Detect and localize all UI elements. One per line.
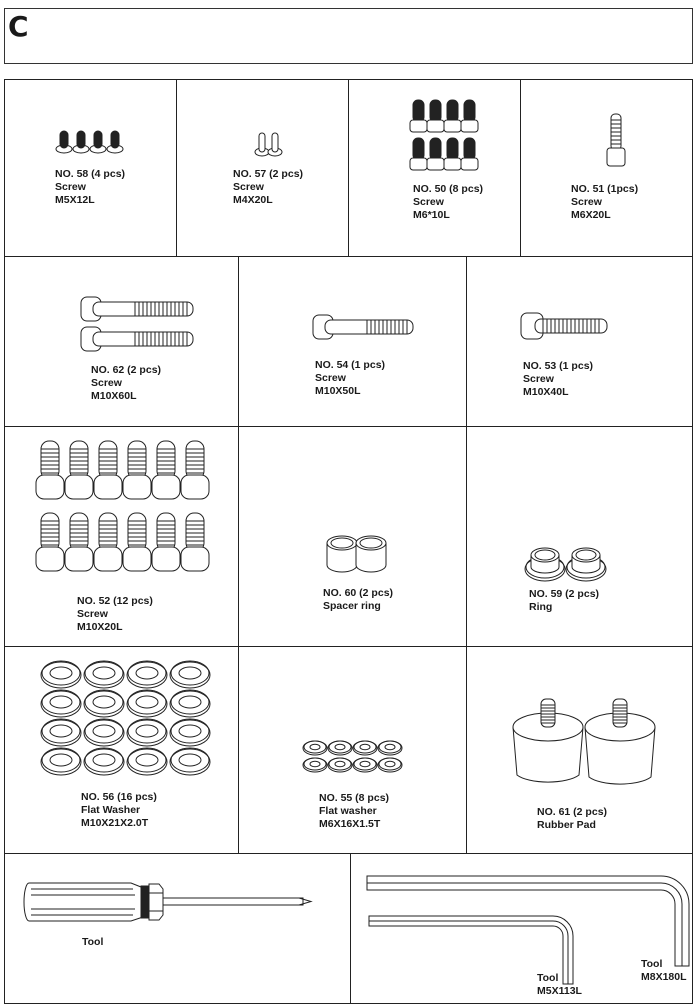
part-number: NO. 60 (2 pcs) bbox=[323, 587, 394, 599]
part-spec: M6*10L bbox=[413, 209, 450, 221]
socket-cap-screw-icon bbox=[409, 98, 481, 174]
part-type: Flat washer bbox=[319, 805, 377, 817]
part-type: Screw bbox=[55, 181, 86, 193]
part-cell-54 bbox=[238, 256, 468, 428]
part-number: NO. 55 (8 pcs) bbox=[319, 792, 390, 804]
part-spec: M10X60L bbox=[91, 390, 137, 402]
part-cell-56 bbox=[4, 646, 240, 855]
long-socket-cap-screw-icon bbox=[311, 313, 417, 343]
part-number: NO. 54 (1 pcs) bbox=[315, 359, 386, 371]
part-type: Screw bbox=[413, 196, 444, 208]
part-label bbox=[233, 168, 303, 207]
tool-label bbox=[82, 936, 103, 949]
part-spec: M10X50L bbox=[315, 385, 361, 397]
long-socket-cap-screw-icon bbox=[79, 295, 197, 357]
part-number: NO. 53 (1 pcs) bbox=[523, 360, 594, 372]
part-spec: M10X21X2.0T bbox=[81, 817, 149, 829]
part-cell-51 bbox=[520, 79, 693, 258]
part-label bbox=[91, 364, 161, 403]
part-number: NO. 58 (4 pcs) bbox=[55, 168, 126, 180]
socket-cap-screw-icon bbox=[35, 439, 215, 577]
small-pan-head-screw-icon bbox=[55, 128, 135, 156]
part-label bbox=[323, 587, 393, 613]
part-number: NO. 56 (16 pcs) bbox=[81, 791, 157, 803]
part-cell-50 bbox=[348, 79, 522, 258]
part-number: NO. 59 (2 pcs) bbox=[529, 588, 600, 600]
part-label bbox=[529, 588, 599, 614]
part-type: Screw bbox=[315, 372, 346, 384]
part-label bbox=[571, 183, 638, 222]
part-type: Screw bbox=[77, 608, 108, 620]
tool-label-small-hex-key bbox=[537, 972, 582, 998]
flanged-ring-icon bbox=[523, 545, 613, 585]
part-number: NO. 62 (2 pcs) bbox=[91, 364, 162, 376]
part-type: Screw bbox=[523, 373, 554, 385]
tool-cell-screwdriver bbox=[4, 853, 352, 1004]
part-label bbox=[523, 360, 593, 399]
part-number: NO. 57 (2 pcs) bbox=[233, 168, 304, 180]
part-label bbox=[55, 168, 125, 207]
socket-cap-screw-icon bbox=[605, 112, 627, 170]
part-label bbox=[77, 595, 153, 634]
part-type: Rubber Pad bbox=[537, 819, 596, 831]
part-cell-61 bbox=[466, 646, 693, 855]
part-type: Screw bbox=[233, 181, 264, 193]
tool-type: Tool bbox=[537, 972, 559, 984]
parts-grid bbox=[4, 79, 693, 1004]
flat-washer-icon bbox=[41, 659, 213, 781]
part-spec: M4X20L bbox=[233, 194, 273, 206]
part-cell-60 bbox=[238, 426, 468, 648]
part-number: NO. 52 (12 pcs) bbox=[77, 595, 153, 607]
part-spec: M6X16X1.5T bbox=[319, 818, 381, 830]
part-label bbox=[319, 792, 389, 831]
screwdriver-icon bbox=[23, 881, 313, 923]
part-cell-57 bbox=[176, 79, 350, 258]
part-cell-59 bbox=[466, 426, 693, 648]
part-cell-55 bbox=[238, 646, 468, 855]
part-type: Screw bbox=[571, 196, 602, 208]
part-number: NO. 50 (8 pcs) bbox=[413, 183, 484, 195]
part-type: Spacer ring bbox=[323, 600, 381, 612]
part-number: NO. 51 (1pcs) bbox=[571, 183, 639, 195]
part-spec: M6X20L bbox=[571, 209, 611, 221]
part-type: Flat Washer bbox=[81, 804, 141, 816]
pin-screw-icon bbox=[253, 130, 289, 158]
part-cell-58 bbox=[4, 79, 178, 258]
part-label bbox=[315, 359, 385, 398]
part-type: Screw bbox=[91, 377, 122, 389]
tool-spec: M8X180L bbox=[641, 971, 687, 983]
socket-cap-screw-icon bbox=[519, 311, 611, 341]
flat-washer-icon bbox=[303, 739, 407, 777]
tool-label-large-hex-key bbox=[641, 958, 687, 984]
part-cell-52 bbox=[4, 426, 240, 648]
part-cell-53 bbox=[466, 256, 693, 428]
section-letter: C bbox=[8, 10, 29, 43]
part-cell-62 bbox=[4, 256, 240, 428]
tool-type: Tool bbox=[82, 936, 104, 948]
rubber-pad-icon bbox=[511, 697, 659, 793]
part-number: NO. 61 (2 pcs) bbox=[537, 806, 608, 818]
part-spec: M10X40L bbox=[523, 386, 569, 398]
part-type: Ring bbox=[529, 601, 553, 613]
part-label bbox=[81, 791, 157, 830]
spacer-ring-icon bbox=[325, 535, 389, 575]
tool-spec: M5X113L bbox=[537, 985, 582, 997]
part-label bbox=[537, 806, 607, 832]
part-label bbox=[413, 183, 483, 222]
section-header bbox=[4, 8, 693, 64]
tool-cell-hex-keys bbox=[350, 853, 693, 1004]
tool-type: Tool bbox=[641, 958, 663, 970]
part-spec: M10X20L bbox=[77, 621, 123, 633]
part-spec: M5X12L bbox=[55, 194, 95, 206]
